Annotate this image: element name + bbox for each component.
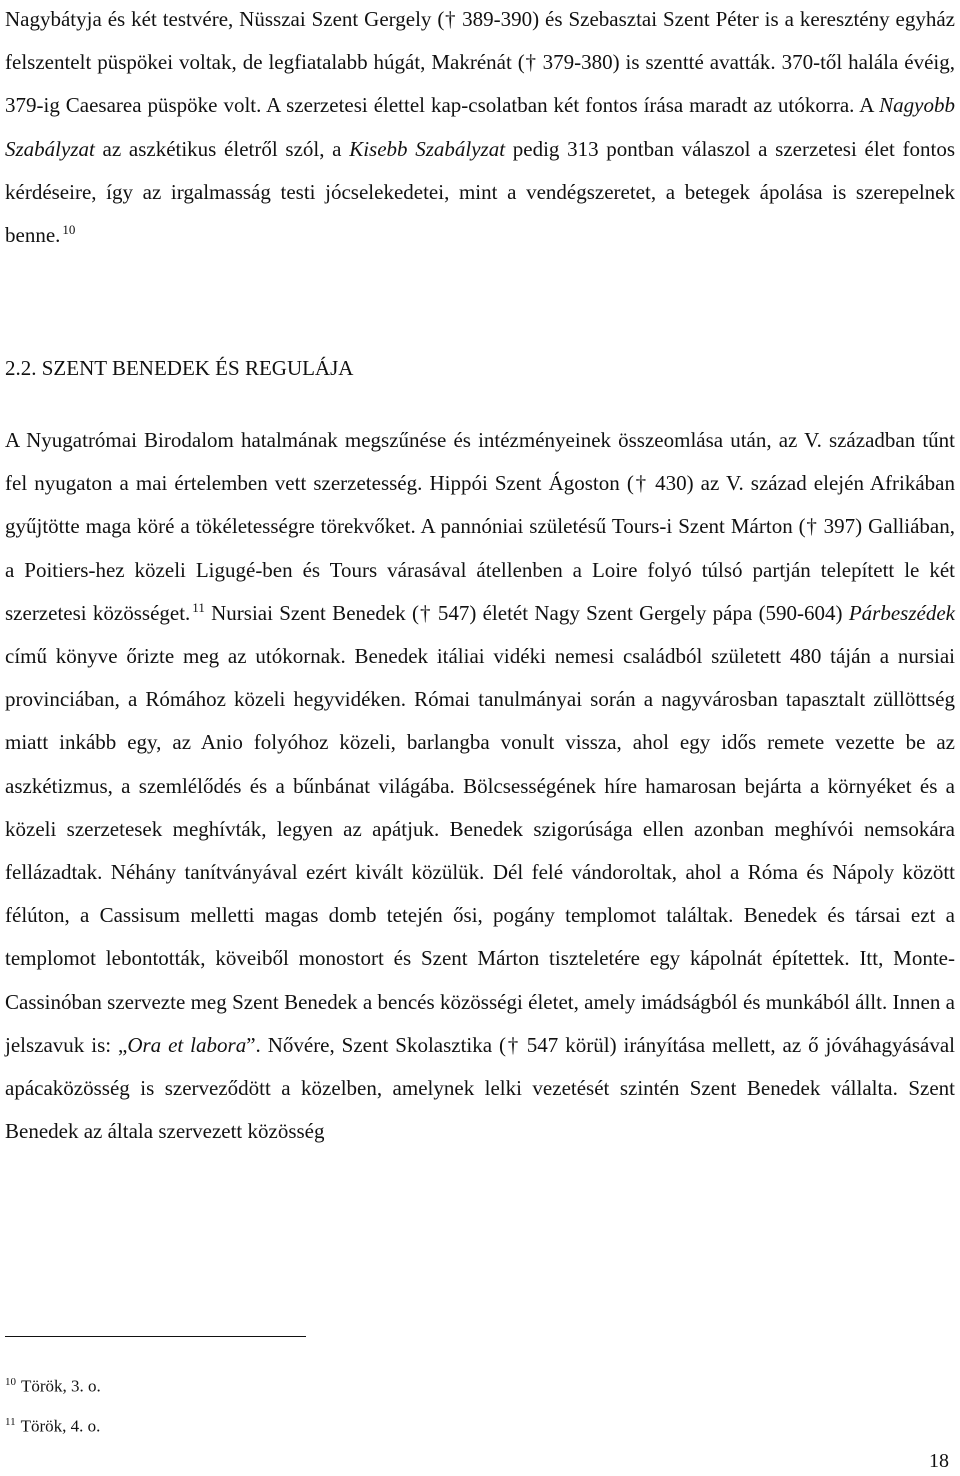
- paragraph: [5, 0, 955, 257]
- italic-title: Kisebb Szabályzat: [349, 136, 506, 161]
- text-run: ”. Nővére, Szent Skolasztika († 547 körül) irányítása mellett, az ő jóváhagyásával apácaközösség is szerveződött a közelben, amelynek lelki vezetését szintén Szent Benedek vállalta. Szent Benedek az általa szervezett közösség: [5, 1032, 955, 1144]
- footnote: [5, 1371, 101, 1398]
- footnote-text: Török, 4. o.: [20, 1416, 101, 1436]
- footnote-number: 10: [5, 1376, 16, 1388]
- footnote-reference[interactable]: 11: [192, 599, 205, 615]
- footnote-text: Török, 3. o.: [21, 1376, 101, 1396]
- text-run: pedig 313 pontban válaszol a szerzetesi élet fontos kérdéseire, így az irgalmasság testi jócselekedetei, mint a vendégszeretet, a betegek ápolása is szerepelnek benne.: [5, 136, 956, 248]
- text-run: az aszkétikus életről szól, a: [94, 136, 350, 161]
- document-page: [5, 0, 955, 1476]
- footnote-number: 11: [5, 1416, 16, 1428]
- page-number: 18: [929, 1450, 949, 1472]
- italic-title: Párbeszédek: [848, 600, 955, 625]
- text-run: című könyve őrizte meg az utókornak. Benedek itáliai vidéki nemesi családból született 480 táján a nursiai provinciában, a Rómához közeli hegyvidéken. Római tanulmányai során a nagyvárosban tapasztalt züllöttség miatt inkább egy, az Anio folyóhoz közeli, barlangba vonult vissza, ahol egy idős remete vezette be az aszkétizmus, a szemlélődés és a bűnbánat világába. Bölcsességének híre hamarosan bejárta a környéket és a közeli szerzetesek meghívták, legyen az apátjuk. Benedek szigorúsága ellen azonban meghívói nemsokára fellázadtak. Néhány tanítványával ezért kivált közülük. Dél felé vándoroltak, ahol a Róma és Nápoly között félúton, a Cassisum melletti magas domb tetején ősi, pogány templomot találtak. Benedek és társai ezt a templomot lebontották, köveiből monostort és Szent Márton tiszteletére egy kápolnát építettek. Itt, Monte-Cassinóban szervezte meg Szent Benedek a bencés közösségi életet, amely imádságból és munkából állt. Innen a jelszavuk is: „: [5, 644, 955, 1057]
- italic-title: Nagyobb Szabályzat: [5, 93, 955, 161]
- footnote-separator: [5, 1336, 306, 1337]
- text-run: Nagybátyja és két testvére, Nüsszai Szent Gergely († 389-390) és Szebasztai Szent Péter is a keresztény egyház felszentelt püspökei voltak, de legfiatalabb húgát, Makrénát († 379-380) is szentté avatták. 370-től halála évéig, 379-ig Caesarea püspöke volt. A szerzetesi élettel kap-csolatban két fontos írása maradt az utókorra. A: [5, 7, 955, 118]
- italic-quote: Ora et labora: [127, 1032, 247, 1057]
- text-run: Nursiai Szent Benedek († 547) életét Nagy Szent Gergely pápa (590-604): [204, 600, 849, 625]
- footnote-reference[interactable]: 10: [62, 222, 76, 238]
- footnote: [5, 1411, 100, 1438]
- text-run: A Nyugatrómai Birodalom hatalmának megszűnése és intézményeinek összeomlása után, az V. században tűnt fel nyugaton a mai értelemben vett szerzetesség. Hippói Szent Ágoston († 430) az V. század elején Afrikában gyűjtötte maga köré a tökéletességre törekvőket. A pannóniai születésű Tours-i Szent Márton († 397) Galliában, a Poitiers-hez közeli Ligugé-ben és Tours várasával átellenben a Loire folyó túlsó partján telepített le két szerzetesi közösséget.: [5, 428, 955, 625]
- section-heading: 2.2. SZENT BENEDEK ÉS REGULÁJA: [5, 356, 354, 380]
- paragraph: [5, 419, 955, 1153]
